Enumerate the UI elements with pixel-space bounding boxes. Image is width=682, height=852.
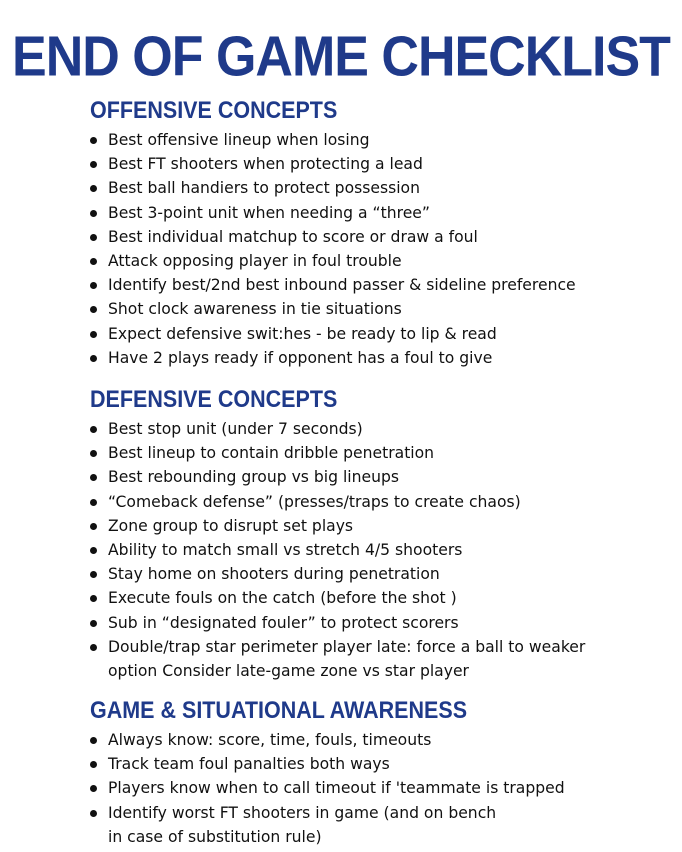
list-item [90,273,660,297]
bullet-icon [90,185,97,192]
list-item [90,176,660,200]
list-item [90,586,660,610]
bullet-icon [90,355,97,362]
section-heading: GAME & SITUATIONAL AWARENESS [90,697,468,724]
checklist [90,728,660,849]
bullet-icon [90,810,97,817]
list-item [90,562,660,586]
bullet-icon [90,737,97,744]
list-item [90,249,660,273]
bullet-icon [90,450,97,457]
bullet-icon [90,547,97,554]
bullet-icon [90,620,97,627]
list-item-text: Best rebounding group vs big lineups [108,468,400,487]
bullet-icon [90,761,97,768]
list-item-text: Identify best/2nd best inbound passer & sideline preference [108,276,576,295]
section-defensive-concepts [90,385,660,683]
section-game-situational-awareness [90,696,660,849]
bullet-icon [90,234,97,241]
checklist [90,128,660,370]
checklist [90,417,660,683]
list-item-text: Best lineup to contain dribble penetration [108,444,435,463]
list-item-text: Identify worst FT shooters in game (and on bench [108,803,497,822]
list-item [90,128,660,152]
section-heading: OFFENSIVE CONCEPTS [90,97,338,124]
bullet-icon [90,474,97,481]
list-item-text: Best offensive lineup when losing [108,131,370,149]
list-item-text: Always know: score, time, fouls, timeouts [108,731,432,749]
list-item-continuation: option Consider late-game zone vs star player [108,662,469,681]
list-item-text: Have 2 plays ready if opponent has a foul to give [108,348,493,367]
bullet-icon [90,210,97,217]
bullet-icon [90,499,97,506]
list-item-text: Zone group to disrupt set plays [108,516,354,535]
list-item [90,322,660,346]
bullet-icon [90,258,97,265]
list-item [90,465,660,489]
bullet-icon [90,785,97,792]
page-title: END OF GAME CHECKLIST [12,25,670,89]
list-item [90,611,660,635]
list-item-text: Best individual matchup to score or draw a foul [108,227,478,246]
list-item-text: Stay home on shooters during penetration [108,565,440,584]
list-item-text: Attack opposing player in foul trouble [108,252,402,271]
list-item [90,635,660,683]
list-item-text: Ability to match small vs stretch 4/5 shooters [108,541,463,560]
list-item [90,752,660,776]
bullet-icon [90,282,97,289]
list-item [90,441,660,465]
list-item-text: Best stop unit (under 7 seconds) [108,420,363,438]
list-item-text: Players know when to call timeout if 'teammate is trapped [108,779,565,798]
list-item-text: Track team foul panalties both ways [108,755,390,774]
bullet-icon [90,523,97,530]
bullet-icon [90,306,97,313]
bullet-icon [90,137,97,144]
list-item-continuation: in case of substitution rule) [108,827,322,846]
list-item [90,728,660,752]
list-item-text: “Comeback defense” (presses/traps to create chaos) [108,492,521,511]
bullet-icon [90,426,97,433]
section-offensive-concepts [90,96,660,370]
list-item-text: Double/trap star perimeter player late: force a ball to weaker [108,637,586,656]
bullet-icon [90,595,97,602]
list-item [90,538,660,562]
list-item-text: Sub in “designated fouler” to protect scorers [108,613,459,632]
list-item [90,297,660,321]
list-item [90,417,660,441]
list-item [90,152,660,176]
bullet-icon [90,161,97,168]
list-item [90,776,660,800]
bullet-icon [90,331,97,338]
bullet-icon [90,571,97,578]
list-item [90,225,660,249]
section-heading: DEFENSIVE CONCEPTS [90,386,338,413]
list-item [90,514,660,538]
list-item-text: Shot clock awareness in tie situations [108,300,402,319]
list-item-text: Best ball handiers to protect possession [108,179,420,198]
list-item [90,801,660,849]
list-item [90,490,660,514]
list-item-text: Best 3-point unit when needing a “three” [108,203,430,222]
list-item-text: Expect defensive swit:hes - be ready to lip & read [108,324,497,343]
list-item [90,346,660,370]
list-item [90,201,660,225]
bullet-icon [90,644,97,651]
list-item-text: Execute fouls on the catch (before the shot ) [108,589,457,608]
list-item-text: Best FT shooters when protecting a lead [108,155,423,174]
